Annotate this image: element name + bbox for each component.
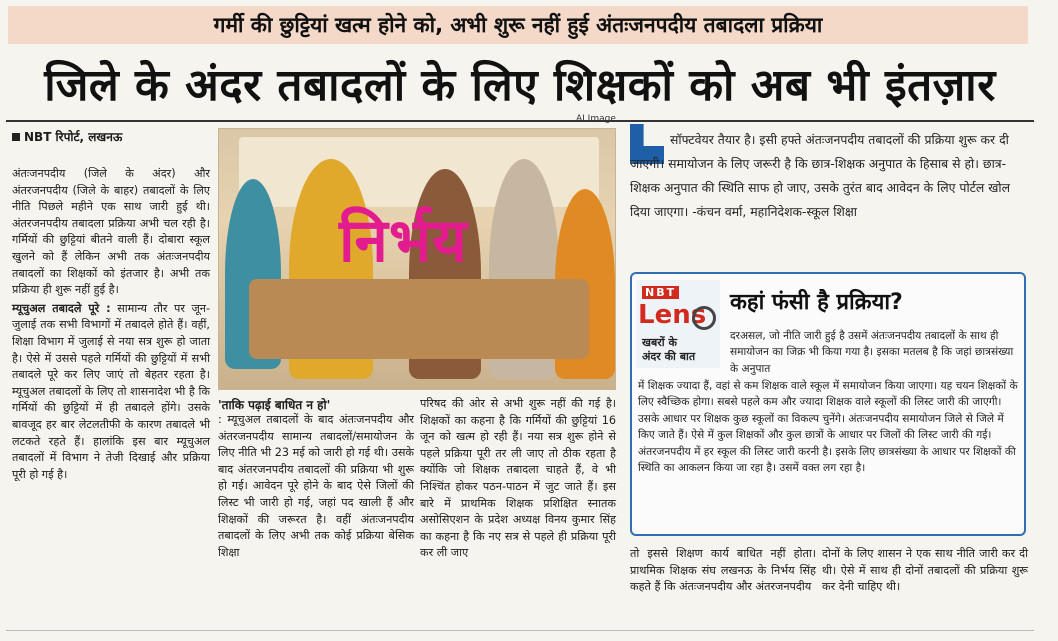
column-1-intro: अंतःजनपदीय (जिले के अंदर) और अंतरजनपदीय (जिले के बाहर) तबादलों के लिए नीति पिछले महीने एक साथ जारी हुई थी। अंतरजनपदीय तबादला प्रक्रिया अभी चल रही है। गर्मियों की छुट्टियां बीतने वाली हैं। दोबारा स्कूल खुलने को हैं लेकिन अभी तक अंतःजनपदीय तबादलों का शिक्षकों को इंतजार है। अभी तक प्रक्रिया ही शुरू नहीं हुई है।: [12, 167, 210, 297]
byline-square-icon: [12, 133, 20, 141]
column-1-section: [12, 301, 210, 484]
byline-text: NBT रिपोर्ट, लखनऊ: [24, 130, 123, 144]
lens-body-top: दरअसल, जो नीति जारी हुई है उसमें अंतःजनपदीय तबादलों के साथ ही समायोजन का जिक्र भी किया गया है। इसका मतलब है कि जहां छात्रसंख्या के अनुपात: [730, 330, 1014, 375]
byline: [12, 128, 122, 145]
lens-body-bottom: में शिक्षक ज्यादा हैं, वहां से कम शिक्षक वाले स्कूल में समायोजन किया जाएगा। यह चयन शिक्षकों के लिए स्वैच्छिक होगा। सबसे पहले कम और ज्यादा शिक्षक वाले स्कूलों की लिस्ट जारी की जाएगी। उसके आधार पर शिक्षक कुछ स्कूलों का विकल्प चुनेंगे। अंतःजनपदीय समायोजन जिले से जिले में किए जाते हैं। ऐसे में कुल शिक्षकों और कुल छात्रों के आधार पर जिलों की लिस्ट जारी की गई। अंतरजनपदीय में हर स्कूल की लिस्ट जारी करनी है। इसके लिए छात्रसंख्या के आधार पर शिक्षकों की स्थिति का आकलन किया जा रहा है। उसमें वक्त लग रहा है।: [638, 380, 1018, 475]
column-5: तो इससे शिक्षण कार्य बाधित नहीं होता। प्राथमिक शिक्षक संघ लखनऊ के निर्भय सिंह कहते हैं कि अंतःजनपदीय और अंतरजनपदीय: [630, 547, 816, 594]
lens-subtitle-line-1: खबरों के: [642, 336, 677, 349]
magnifier-icon: [692, 306, 716, 330]
headline-rule: [6, 120, 1034, 122]
official-quote-text: सॉफ्टवेयर तैयार है। इसी हफ्ते अंतःजनपदीय तबादलों की प्रक्रिया शुरू कर दी जाएगी। समायोजन के लिए जरूरी है कि छात्र-शिक्षक अनुपात के हिसाब से हो। छात्र-शिक्षक अनुपात की स्थिति साफ हो जाए, उसके तुरंत बाद आवेदन के लिए पोर्टल खोल दिया जाएगा। -कंचन वर्मा, महानिदेशक-स्कूल शिक्षा: [630, 132, 1011, 219]
lens-subtitle-line-2: अंदर की बात: [642, 350, 696, 363]
kicker-banner: गर्मी की छुट्टियां खत्म होने को, अभी शुरू नहीं हुई अंतःजनपदीय तबादला प्रक्रिया: [8, 6, 1028, 44]
column-1-body: सामान्य तौर पर जून-जुलाई तक सभी विभागों में तबादले होते हैं। वहीं, शिक्षा विभाग में जुलाई से नया सत्र शुरू हो जाता है। ऐसे में उससे पहले गर्मियों की छुट्टियों में सभी तबादले पूरे कर लिए जाएं तो बेहतर रहता है। म्यूचुअल तबादलों के लिए तो शासनादेश भी है कि गर्मियों की छुट्टियों में ही तबादले होंगे। उसके बावजूद हर बार लेटलतीफी के कारण तबादले भी लटकते रहते हैं। हालांकि इस बार म्यूचुअल तबादलों में विभाग ने तेजी दिखाई और प्रक्रिया पूरी हो गई है।: [12, 301, 211, 481]
nbt-tag: NBT: [642, 286, 679, 299]
lens-word: Lens: [638, 300, 707, 330]
official-quote: [630, 128, 1024, 224]
lens-subtitle: [642, 336, 695, 364]
quote-heading: 'ताकि पढ़ाई बाधित न हो': [218, 398, 331, 412]
classroom-table: [249, 279, 589, 359]
ai-image-label: AI Image: [576, 114, 616, 124]
column-4: परिषद की ओर से अभी शुरू नहीं की गई है। शिक्षकों का कहना है कि गर्मियों की छुट्टियां 16 जून को खत्म हो रही हैं। नया सत्र शुरू होने से पहले प्रक्रिया पूरी तर ली जाए तो ठीक रहता है क्योंकि जो शिक्षक तबादला चाहते हैं, वे भी निश्चिंत होकर पठन-पाठन में जुट जाते हैं। इस बारे में प्राथमिक शिक्षक प्रशिक्षित स्नातक असोसिएशन के प्रदेश अध्यक्ष विनय कुमार सिंह का कहना है कि नए सत्र से पहले ही प्रक्रिया पूरी कर ली जाए: [420, 397, 616, 560]
footer-rule: [6, 630, 1034, 631]
headline: जिले के अंदर तबादलों के लिए शिक्षकों को अब भी इंतज़ार: [44, 60, 996, 111]
illustration-image: [218, 128, 616, 390]
column-6: दोनों के लिए शासन ने एक साथ नीति जारी कर दी थी। ऐसे में साथ ही दोनों तबादलों की प्रक्रिया शुरू कर देनी चाहिए थी।: [822, 547, 1028, 594]
mutual-subhead: म्यूचुअल तबादले पूरे :: [12, 301, 111, 315]
name-stamp: निर्भय: [339, 206, 468, 276]
column-3: : म्यूचुअल तबादलों के बाद अंतःजनपदीय और अंतरजनपदीय सामान्य तबादलों/समायोजन के लिए नीति भी 23 मई को जारी हो गई थी। उसके बाद अंतरजनपदीय तबादलों की प्रक्रिया भी शुरू हो गई। आवेदन पूरे होने के बाद ऐसे जिलों की लिस्ट भी जारी हो गई, जहां पद खाली हैं और शिक्षकों की जरूरत है। वहीं अंतःजनपदीय तबादलों के लिए अभी तक कोई प्रक्रिया बेसिक शिक्षा: [218, 413, 414, 559]
column-1: [12, 166, 210, 483]
lens-title: कहां फंसी है प्रक्रिया?: [730, 290, 903, 315]
nbt-lens-logo: [636, 280, 720, 368]
nbt-lens-box: [630, 272, 1026, 536]
